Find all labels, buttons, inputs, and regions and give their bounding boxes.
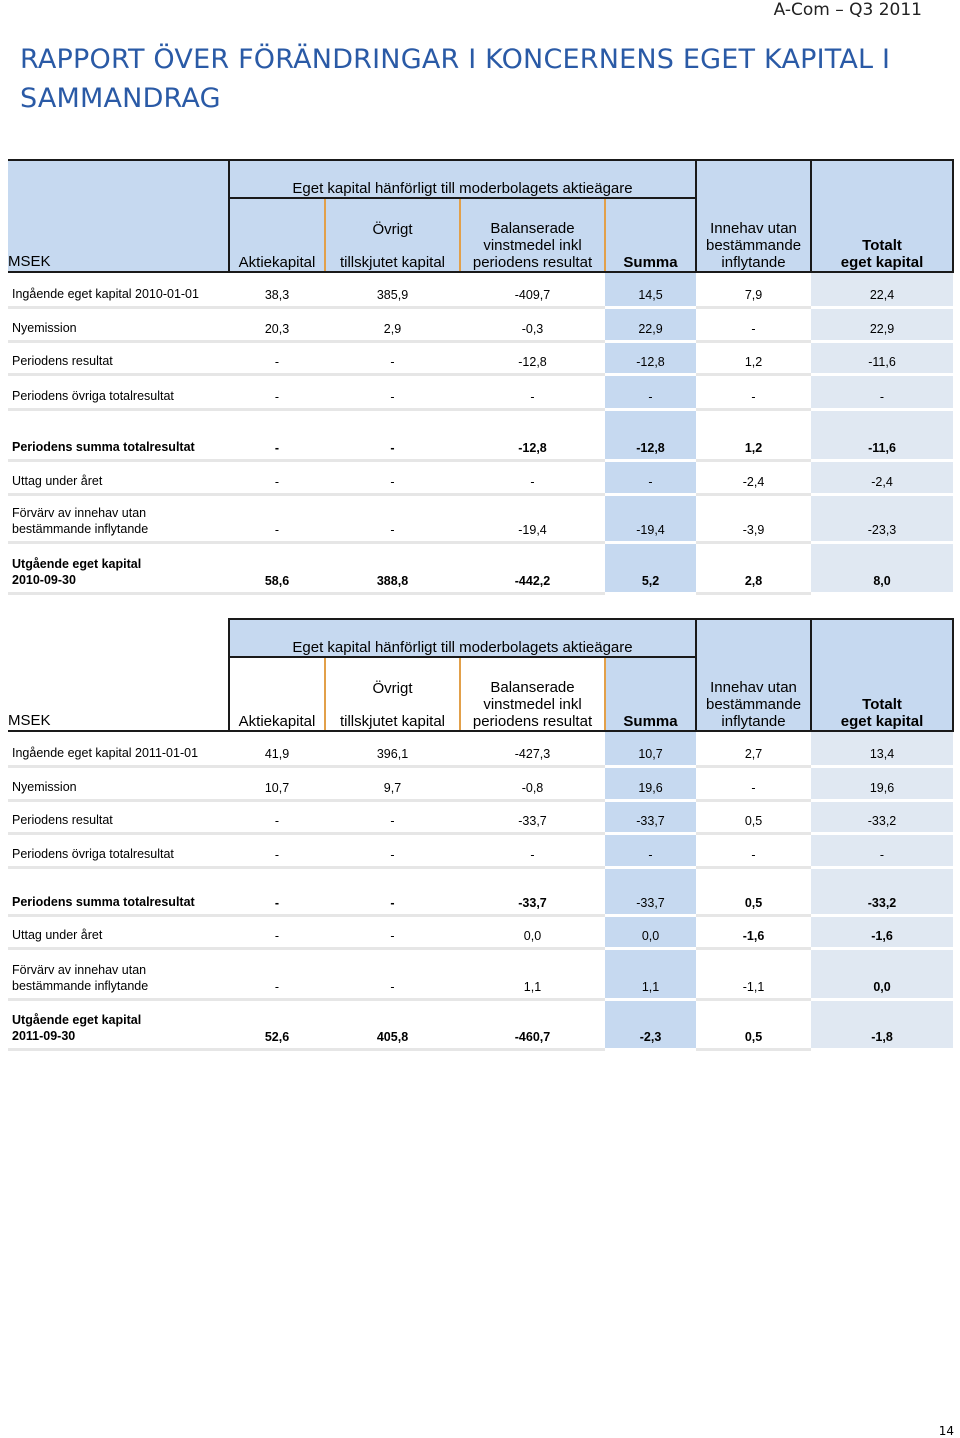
header-innehav-line2: bestämmande [705, 696, 802, 713]
cell-ovrigt: - [325, 800, 460, 833]
cell-summa: - [605, 460, 696, 494]
table-row [8, 948, 953, 999]
cell-totalt: 22,4 [811, 272, 953, 307]
row-label [8, 999, 229, 1049]
cell-aktiekapital: 10,7 [229, 766, 325, 800]
cell-ovrigt: - [325, 374, 460, 409]
table-row [8, 542, 953, 593]
table-row [8, 867, 953, 915]
cell-aktiekapital: - [229, 409, 325, 460]
row-label-line2: 2011-09-30 [12, 1028, 76, 1043]
cell-aktiekapital: - [229, 915, 325, 948]
cell-totalt: -1,8 [811, 999, 953, 1049]
row-label-line1: Förvärv av innehav utan [12, 505, 147, 520]
row-label: Nyemission [8, 766, 229, 800]
header-bal-line1: Balanserade [490, 679, 575, 696]
row-label [8, 542, 229, 593]
row-label-line1: Utgående eget kapital [12, 1012, 142, 1027]
cell-innehav: 2,7 [696, 731, 811, 766]
cell-totalt: - [811, 833, 953, 867]
table-row [8, 272, 953, 307]
cell-ovrigt: - [325, 460, 460, 494]
header-ovrigt-line2: tillskjutet kapital [339, 713, 446, 730]
header-innehav [696, 160, 811, 272]
header-totalt-line2: eget kapital [840, 713, 924, 730]
cell-aktiekapital: 41,9 [229, 731, 325, 766]
header-bal-line1: Balanserade [490, 220, 575, 237]
cell-summa: -33,7 [605, 867, 696, 915]
cell-aktiekapital: 38,3 [229, 272, 325, 307]
row-label: Nyemission [8, 307, 229, 341]
header-totalt [811, 160, 953, 272]
header-bal-line3: periodens resultat [472, 254, 593, 271]
cell-totalt: -11,6 [811, 409, 953, 460]
cell-innehav: -1,1 [696, 948, 811, 999]
header-balanserade [460, 198, 605, 272]
row-label-line1: Förvärv av innehav utan [12, 962, 147, 977]
cell-aktiekapital: - [229, 460, 325, 494]
header-totalt [811, 619, 953, 731]
cell-aktiekapital: - [229, 374, 325, 409]
cell-summa: 1,1 [605, 948, 696, 999]
row-label [8, 494, 229, 542]
cell-summa: -2,3 [605, 999, 696, 1049]
cell-ovrigt: - [325, 948, 460, 999]
cell-balanserade: - [460, 374, 605, 409]
cell-totalt: 8,0 [811, 542, 953, 593]
header-bal-line2: vinstmedel inkl [483, 696, 582, 713]
header-innehav [696, 619, 811, 731]
header-ovrigt-line1: Övrigt [372, 221, 413, 238]
cell-balanserade: -19,4 [460, 494, 605, 542]
cell-balanserade: -442,2 [460, 542, 605, 593]
header-group: Eget kapital hänförligt till moderbolagets aktieägare [229, 619, 696, 657]
cell-summa: -12,8 [605, 409, 696, 460]
cell-summa: 14,5 [605, 272, 696, 307]
row-label [8, 948, 229, 999]
cell-innehav: 0,5 [696, 999, 811, 1049]
cell-ovrigt: - [325, 915, 460, 948]
cell-totalt: -2,4 [811, 460, 953, 494]
cell-summa: 19,6 [605, 766, 696, 800]
cell-summa: - [605, 374, 696, 409]
cell-balanserade: - [460, 460, 605, 494]
header-group: Eget kapital hänförligt till moderbolagets aktieägare [229, 160, 696, 198]
table-row [8, 766, 953, 800]
table-row [8, 307, 953, 341]
cell-balanserade: -409,7 [460, 272, 605, 307]
cell-innehav: 7,9 [696, 272, 811, 307]
header-bal-line3: periodens resultat [472, 713, 593, 730]
header-ovrigt [325, 198, 460, 272]
cell-innehav: - [696, 833, 811, 867]
table-row [8, 999, 953, 1049]
row-label: Uttag under året [8, 460, 229, 494]
row-label-line2: bestämmande inflytande [12, 978, 149, 993]
cell-totalt: -33,2 [811, 867, 953, 915]
cell-innehav: -3,9 [696, 494, 811, 542]
cell-balanserade: 1,1 [460, 948, 605, 999]
header-ovrigt-line1: Övrigt [372, 680, 413, 697]
cell-summa: -33,7 [605, 800, 696, 833]
cell-aktiekapital: 52,6 [229, 999, 325, 1049]
row-label: Periodens resultat [8, 341, 229, 374]
cell-innehav: - [696, 307, 811, 341]
cell-balanserade: 0,0 [460, 915, 605, 948]
cell-innehav: - [696, 766, 811, 800]
cell-ovrigt: 396,1 [325, 731, 460, 766]
table-row [8, 800, 953, 833]
equity-table-2011 [8, 618, 954, 1051]
cell-aktiekapital: - [229, 800, 325, 833]
cell-innehav: 0,5 [696, 867, 811, 915]
cell-ovrigt: - [325, 833, 460, 867]
cell-summa: - [605, 833, 696, 867]
table-row [8, 494, 953, 542]
cell-balanserade: -33,7 [460, 867, 605, 915]
row-label-line2: 2010-09-30 [12, 572, 76, 587]
row-label: Periodens övriga totalresultat [8, 374, 229, 409]
cell-ovrigt: 2,9 [325, 307, 460, 341]
header-balanserade [460, 657, 605, 731]
cell-balanserade: -12,8 [460, 409, 605, 460]
cell-summa: 0,0 [605, 915, 696, 948]
row-label-line1: Utgående eget kapital [12, 556, 142, 571]
cell-aktiekapital: - [229, 833, 325, 867]
row-label: Ingående eget kapital 2010-01-01 [8, 272, 229, 307]
cell-ovrigt: - [325, 341, 460, 374]
cell-totalt: -1,6 [811, 915, 953, 948]
cell-innehav: 1,2 [696, 341, 811, 374]
table-row [8, 915, 953, 948]
cell-innehav: - [696, 374, 811, 409]
cell-aktiekapital: 58,6 [229, 542, 325, 593]
cell-aktiekapital: - [229, 948, 325, 999]
cell-aktiekapital: - [229, 341, 325, 374]
cell-totalt: -33,2 [811, 800, 953, 833]
cell-innehav: 0,5 [696, 800, 811, 833]
cell-balanserade: -33,7 [460, 800, 605, 833]
header-summa: Summa [605, 198, 696, 272]
row-label: Periodens övriga totalresultat [8, 833, 229, 867]
cell-ovrigt: - [325, 867, 460, 915]
cell-aktiekapital: - [229, 494, 325, 542]
table-row [8, 460, 953, 494]
header-summa: Summa [605, 657, 696, 731]
cell-summa: -12,8 [605, 341, 696, 374]
equity-table-2010 [8, 159, 954, 595]
header-innehav-line1: Innehav utan [710, 220, 797, 237]
header-innehav-line3: inflytande [721, 713, 786, 730]
document-header: A-Com – Q3 2011 [773, 0, 922, 20]
table-row [8, 341, 953, 374]
header-ovrigt-line2: tillskjutet kapital [339, 254, 446, 271]
header-aktiekapital: Aktiekapital [229, 198, 325, 272]
row-label-line2: bestämmande inflytande [12, 521, 149, 536]
cell-balanserade: - [460, 833, 605, 867]
header-totalt-line1: Totalt [862, 696, 902, 713]
cell-balanserade: -460,7 [460, 999, 605, 1049]
cell-balanserade: -12,8 [460, 341, 605, 374]
header-msek: MSEK [8, 160, 229, 272]
cell-balanserade: -427,3 [460, 731, 605, 766]
header-innehav-line2: bestämmande [705, 237, 802, 254]
cell-totalt: 0,0 [811, 948, 953, 999]
cell-ovrigt: - [325, 494, 460, 542]
cell-innehav: -1,6 [696, 915, 811, 948]
cell-balanserade: -0,3 [460, 307, 605, 341]
cell-summa: 22,9 [605, 307, 696, 341]
cell-aktiekapital: - [229, 867, 325, 915]
cell-innehav: 2,8 [696, 542, 811, 593]
cell-ovrigt: - [325, 409, 460, 460]
row-label: Periodens summa totalresultat [8, 867, 229, 915]
header-msek: MSEK [8, 619, 229, 731]
header-aktiekapital: Aktiekapital [229, 657, 325, 731]
cell-ovrigt: 9,7 [325, 766, 460, 800]
cell-ovrigt: 385,9 [325, 272, 460, 307]
table-row [8, 374, 953, 409]
cell-ovrigt: 388,8 [325, 542, 460, 593]
cell-totalt: 19,6 [811, 766, 953, 800]
header-bal-line2: vinstmedel inkl [483, 237, 582, 254]
table-row [8, 409, 953, 460]
row-label: Periodens summa totalresultat [8, 409, 229, 460]
cell-innehav: -2,4 [696, 460, 811, 494]
cell-summa: 10,7 [605, 731, 696, 766]
cell-summa: 5,2 [605, 542, 696, 593]
cell-ovrigt: 405,8 [325, 999, 460, 1049]
cell-innehav: 1,2 [696, 409, 811, 460]
table-row [8, 833, 953, 867]
page-number: 14 [938, 1424, 954, 1438]
cell-totalt: -11,6 [811, 341, 953, 374]
cell-totalt: -23,3 [811, 494, 953, 542]
table-row [8, 731, 953, 766]
cell-totalt: 13,4 [811, 731, 953, 766]
header-totalt-line1: Totalt [862, 237, 902, 254]
header-totalt-line2: eget kapital [840, 254, 924, 271]
cell-balanserade: -0,8 [460, 766, 605, 800]
cell-summa: -19,4 [605, 494, 696, 542]
header-ovrigt [325, 657, 460, 731]
row-label: Periodens resultat [8, 800, 229, 833]
header-innehav-line3: inflytande [721, 254, 786, 271]
row-label: Uttag under året [8, 915, 229, 948]
cell-totalt: 22,9 [811, 307, 953, 341]
header-innehav-line1: Innehav utan [710, 679, 797, 696]
row-label: Ingående eget kapital 2011-01-01 [8, 731, 229, 766]
cell-aktiekapital: 20,3 [229, 307, 325, 341]
cell-totalt: - [811, 374, 953, 409]
page-title: RAPPORT ÖVER FÖRÄNDRINGAR I KONCERNENS EGET KAPITAL I SAMMANDRAG [20, 44, 891, 114]
